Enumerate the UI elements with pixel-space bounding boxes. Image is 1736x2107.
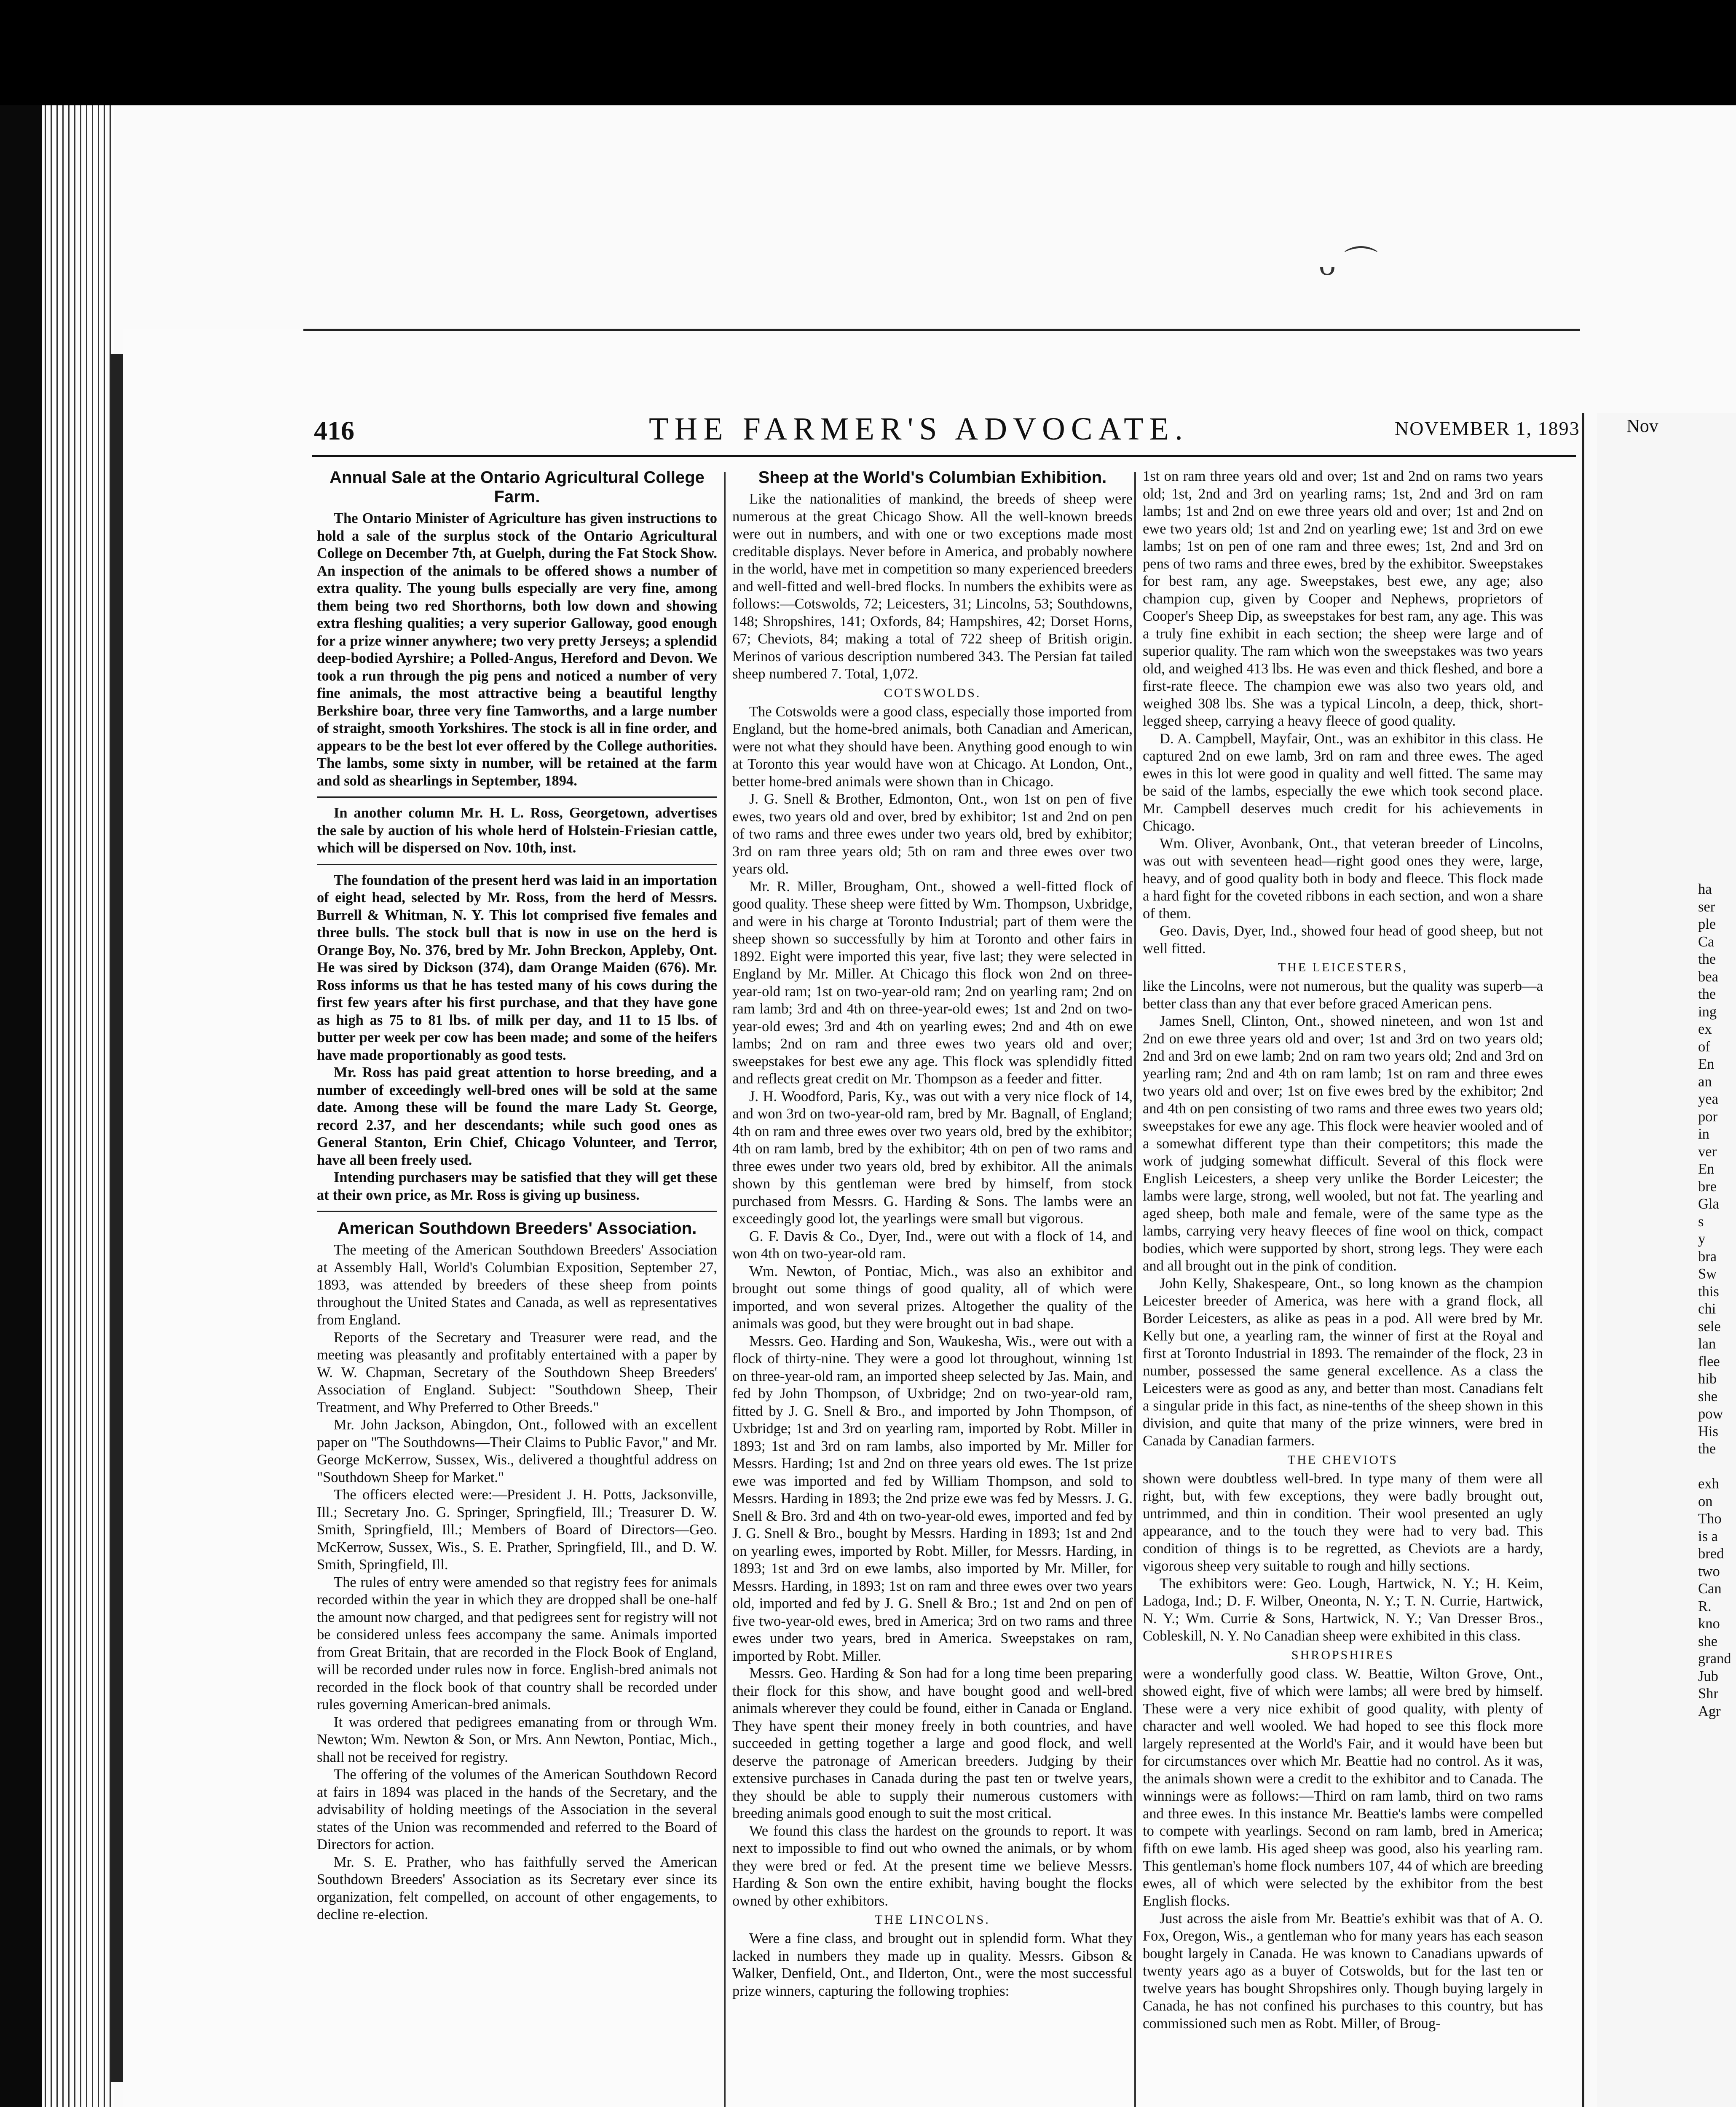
separator <box>317 864 717 865</box>
paragraph: It was ordered that pedigrees emanating from or through Wm. Newton; Wm. Newton & Son, or Mrs. Ann Newton, Pontiac, Mich., shall not be received for registry. <box>317 1714 717 1765</box>
fragment-line: Jub <box>1698 1668 1718 1684</box>
fragment-line: bra <box>1698 1248 1717 1265</box>
paragraph: Mr. John Jackson, Abingdon, Ont., followed with an excellent paper on "The Southdowns—Their Claims to Public Favor," and Mr. George McKerrow, Sussex, Wis., delivered a thoughtful address on "Southdown Sheep for Market." <box>317 1417 717 1485</box>
fragment-line: Shr <box>1698 1686 1718 1702</box>
paragraph: The meeting of the American Southdown Breeders' Association at Assembly Hall, World's Columbian Exposition, September 27, 1893, was attended by breeders of these sheep from points throughout the United States and Canada, as well as representatives from England. <box>317 1242 717 1328</box>
fragment-line: kno <box>1698 1616 1720 1632</box>
fragment-line: Tho <box>1698 1511 1722 1527</box>
paragraph: The offering of the volumes of the American Southdown Record at fairs in 1894 was placed in the hands of the Secretary, and the advisability of holding meetings of the Association in the several states of the Union was recommended and referred to the Board of Directors for action. <box>317 1767 717 1852</box>
fragment-line: yea <box>1698 1091 1718 1107</box>
paragraph: like the Lincolns, were not numerous, but the quality was superb—a better class than any that ever before graced American pens. <box>1143 978 1543 1012</box>
fragment-line: ver <box>1698 1143 1717 1160</box>
next-page-fragment <box>1597 413 1736 2107</box>
subheading-shropshires: SHROPSHIRES <box>1291 1648 1395 1662</box>
fragment-line: R. <box>1698 1598 1712 1614</box>
fragment-line: sele <box>1698 1318 1721 1335</box>
column-2 <box>732 468 1133 2000</box>
separator <box>317 796 717 798</box>
paragraph: The officers elected were:—President J. H. Potts, Jacksonville, Ill.; Secretary Jno. G. Springer, Springfield, Ill.; Treasurer D. W. Smith, Springfield, Ill.; Members of Board of Directors—Geo. McKerrow, Sussex, Wis., S. E. Prather, Springfield, Ill., and D. W. Smith, Springfield, Ill. <box>317 1487 717 1573</box>
page-number: 416 <box>314 416 354 445</box>
paragraph: In another column Mr. H. L. Ross, Georgetown, advertises the sale by auction of his whole herd of Holstein-Friesian cattle, which will be dispersed on Nov. 10th, inst. <box>317 805 717 856</box>
paragraph: John Kelly, Shakespeare, Ont., so long known as the champion Leicester breeder of America, was here with a grand flock, all Border Leicesters, as alike as peas in a pod. All were bred by Mr. Kelly but one, a yearling ram, the winner of first at the Royal and first at Toronto Industrial in 1893. The remainder of the flock, 23 in number, possessed the same general excellence. As a class the Leicesters were as good as any, and better than most. Canadians felt a singular pride in this fact, as nine-tenths of the sheep shown in this division, and quite that many of the prize winners, were bred in Canada by Canadian farmers. <box>1143 1275 1543 1449</box>
fragment-line: grand <box>1698 1651 1731 1667</box>
subheading-cheviots: THE CHEVIOTS <box>1287 1453 1398 1467</box>
fragment-line: the <box>1698 1441 1716 1457</box>
fragment-line: s <box>1698 1213 1704 1230</box>
paragraph: D. A. Campbell, Mayfair, Ont., was an exhibitor in this class. He captured 2nd on ewe lamb, 3rd on ram and three ewes. The aged ewes in this lot were good in quality and well fitted. The same may be said of the lambs, especially the ewe which took second place. Mr. Campbell deserves much credit for his achievements in Chicago. <box>1143 730 1543 834</box>
paragraph: The Cotswolds were a good class, especially those imported from England, but the home-bred animals, both Canadian and American, were not what they should have been. Anything good enough to win at Toronto this year would have won at Chicago. At London, Ont., better home-bred animals were shown than in Chicago. <box>732 703 1133 790</box>
fragment-line: the <box>1698 986 1716 1002</box>
fragment-line: she <box>1698 1388 1717 1405</box>
paragraph: Like the nationalities of mankind, the breeds of sheep were numerous at the great Chicago Show. All the well-known breeds were out in numbers, and with one or two exceptions made most creditable displays. Never before in America, and probably nowhere in the world, have met in competition so many experienced breeders and well-fitted and well-bred flocks. In numbers the exhibits were as follows:—Cotswolds, 72; Leicesters, 31; Lincolns, 53; Southdowns, 148; Shropshires, 141; Oxfords, 84; Hampshires, 42; Dorset Horns, 67; Cheviots, 84; making a total of 722 sheep of British origin. Merinos of various description numbered 343. The Persian fat tailed sheep numbered 7. Total, 1,072. <box>732 491 1133 682</box>
fragment-line: ple <box>1698 916 1716 932</box>
fragment-line: y <box>1698 1231 1706 1247</box>
fragment-line: por <box>1698 1108 1717 1125</box>
subheading-leicesters: THE LEICESTERS, <box>1278 960 1408 974</box>
masthead-title: THE FARMER'S ADVOCATE. <box>649 411 1189 447</box>
paragraph: Messrs. Geo. Harding and Son, Waukesha, Wis., were out with a flock of thirty-nine. They were a good lot throughout, winning 1st on three-year-old ram, an imported sheep selected by Jas. Main, and fed by John Thompson, of Uxbridge; 2nd on two-year-old ram, fitted by J. G. Snell & Bro., and imported by John Thompson, of Uxbridge; 1st and 3rd on yearling ram, imported by Robt. Miller in 1893; 1st and 3rd on ram lambs, also imported by Mr. Miller for Messrs. Harding; 1st and 2nd on three years old ewes. The 1st prize ewe was imported and fed by William Thompson, and sold to Messrs. Harding in 1893; the 2nd prize ewe was fed by Messrs. J. G. Snell & Bro. 3rd and 4th on two-year-old ewes, imported and fed by J. G. Snell & Bro., bought by Messrs. Harding in 1893; 1st and 2nd on yearling ewes, imported by Robt. Miller, for Messrs. Harding, in 1893; 1st and 3rd on ewe lambs, also imported by Mr. Miller, for Messrs. Harding, in 1893; 1st on ram and three ewes over two years old, imported and fed by J. G. Snell & Bro.; 1st and 2nd on pen of five two-year-old ewes, bred in America; 3rd on two rams and three ewes under two years, bred in America. Sweepstakes on ram, imported by Robt. Miller. <box>732 1333 1133 1664</box>
paragraph: Intending purchasers may be satisfied that they will get these at their own price, as Mr. Ross is giving up business. <box>317 1169 717 1203</box>
fragment-line: the <box>1698 951 1716 967</box>
fragment-line: ing <box>1698 1003 1717 1020</box>
subheading-lincolns: THE LINCOLNS. <box>875 1913 990 1927</box>
fragment-line: bre <box>1698 1178 1717 1195</box>
paragraph: Geo. Davis, Dyer, Ind., showed four head of good sheep, but not well fitted. <box>1143 923 1543 957</box>
paragraph: Reports of the Secretary and Treasurer were read, and the meeting was pleasantly and profitably entertained with a paper by W. W. Chapman, Secretary of the Southdown Sheep Breeders' Association of England. Subject: "Southdown Sheep, Their Treatment, and Why Preferred to Other Breeds." <box>317 1329 717 1415</box>
paragraph: The exhibitors were: Geo. Lough, Hartwick, N. Y.; H. Keim, Ladoga, Ind.; D. F. Wilber, Oneonta, N. Y.; T. N. Currie, Hartwick, N. Y.; Wm. Currie & Sons, Hartwick, N. Y.; Van Dresser Bros., Cobleskill, N. Y. No Canadian sheep were exhibited in this class. <box>1143 1575 1543 1644</box>
top-black-border <box>0 0 1736 105</box>
subheading-cotswolds: COTSWOLDS. <box>884 686 981 700</box>
fragment-line: Gla <box>1698 1196 1719 1212</box>
header-rule <box>312 455 1576 457</box>
paragraph: J. H. Woodford, Paris, Ky., was out with a very nice flock of 14, and won 3rd on two-year-old ram, bred by Mr. Bagnall, of England; 4th on ram and three ewes over two years old, bred by the exhibitor; 4th on ram lamb, bred by the exhibitor; 4th on pen of two rams and three ewes under two years old, bred by exhibitor. All the animals shown by this gentleman were bred by himself, from stock purchased from Messrs. G. Harding & Sons. The lambs were an exceedingly good lot, the yearlings were small but vigorous. <box>732 1088 1133 1227</box>
fragment-line: Sw <box>1698 1266 1717 1282</box>
fragment-line: ser <box>1698 898 1715 915</box>
paragraph: Were a fine class, and brought out in splendid form. What they lacked in numbers they made up in quality. Messrs. Gibson & Walker, Denfield, Ont., and Ilderton, Ont., were the most successful prize winners, capturing the following trophies: <box>732 1930 1133 1999</box>
next-page-text-fragments <box>1698 881 1736 1720</box>
paragraph: Wm. Newton, of Pontiac, Mich., was also an exhibitor and brought out some things of good quality, all of which were imported, and won several prizes. Altogether the quality of the animals was good, but they were brought out in bad shape. <box>732 1263 1133 1332</box>
paragraph: Mr. Ross has paid great attention to horse breeding, and a number of exceedingly well-bred ones will be sold at the same date. Among these will be found the mare Lady St. George, record 2.37, and her descendants; while such good ones as General Stanton, Erin Chief, Chicago Volunteer, and Terror, have all been freely used. <box>317 1064 717 1168</box>
paragraph: The foundation of the present herd was laid in an importation of eight head, selected by Mr. Ross, from the herd of Messrs. Burrell & Whitman, N. Y. This lot comprised five females and three bulls. The stock bull that is now in use on the herd is Orange Boy, No. 376, bred by Mr. John Breckon, Appleby, Ont. He was sired by Dickson (374), dam Orange Maiden (676). Mr. Ross informs us that he has tested many of his cows during the first few years after his first purchase, and that they have gone as high as 75 to 81 lbs. of milk per day, and 11 to 15 lbs. of butter per week per cow has been made; and some of the heifers have made proportionably as good tests. <box>317 872 717 1063</box>
fragment-line: His <box>1698 1423 1718 1440</box>
separator <box>317 1211 717 1212</box>
right-page-edge <box>1582 413 1584 2107</box>
fragment-line: ex <box>1698 1021 1712 1037</box>
paragraph: 1st on ram three years old and over; 1st and 2nd on rams two years old; 1st, 2nd and 3rd on yearling rams; 1st, 2nd and 3rd on ram lambs; 1st and 2nd on ewe three years old and over; 1st and 2nd on ewe two years old; 1st and 2nd on yearling ewe; 1st and 3rd on ewe lambs; 1st on pen of one ram and three ewes; 1st, 2nd and 3rd on pens of two rams and three ewes, bred by the exhibitor. Sweepstakes for best ram, any age. Sweepstakes, best ewe, any age; also champion cup, given by Cooper and Nephews, proprietors of Cooper's Sheep Dip, as sweepstakes for best ram, any age. This was a truly fine exhibit in each section; the sheep were large and of superior quality. The ram which won the sweepstakes was two years old, and weighed 413 lbs. He was even and thick fleshed, and bore a first-rate fleece. The champion ewe was also two years old, and weighed 308 lbs. She was a typical Lincoln, a deep, thick, short-legged sheep, carrying a heavy fleece of good quality. <box>1143 468 1543 729</box>
fragment-line: flee <box>1698 1353 1720 1370</box>
fragment-line: an <box>1698 1073 1712 1090</box>
paragraph: Mr. S. E. Prather, who has faithfully served the American Southdown Breeders' Association as its Secretary ever since its organization, felt compelled, on account of other engagements, to decline re-election. <box>317 1854 717 1922</box>
column-3 <box>1143 468 1543 2032</box>
paragraph: J. G. Snell & Brother, Edmonton, Ont., won 1st on pen of five ewes, two years old and over, bred by exhibitor; 1st and 2nd on pen of two rams and three ewes under two years old, bred by exhibitor; 3rd on ram three years old; 5th on ram and three ewes over two years old. <box>732 791 1133 877</box>
paragraph: Wm. Oliver, Avonbank, Ont., that veteran breeder of Lincolns, was out with seventeen head—right good ones they were, large, heavy, and of good quality both in body and fleece. This flock made a hard fight for the coveted ribbons in each section, and won a share of them. <box>1143 835 1543 922</box>
paragraph: shown were doubtless well-bred. In type many of them were all right, but, with few exceptions, they were badly brought out, untrimmed, and thin in condition. Their wool presented an ugly appearance, and to the touch they were had to very bad. This condition of things is to be regretted, as Cheviots are a hardy, vigorous sheep very suitable to rough and hilly sections. <box>1143 1470 1543 1574</box>
fragment-line: bred <box>1698 1546 1724 1562</box>
fragment-line: En <box>1698 1056 1715 1072</box>
paragraph: James Snell, Clinton, Ont., showed nineteen, and won 1st and 2nd on ewe three years old and over; 1st and 3rd on two years old; 2nd and 3rd on ewe lamb; 2nd on ram two years old; 2nd and 3rd on yearling ram; 2nd and 4th on ram lamb; 1st on ram and three ewes two years old and over; 1st on five ewes bred by the exhibitor; 2nd and 4th on pen consisting of two rams and three ewes two years old; sweepstakes for ewe any age. This flock were heavier wooled and of a somewhat different type than their competitors; this made the work of judging somewhat difficult. Several of this flock were English Leicesters, a sheep very unlike the Border Leicester; the lambs were large, strong, well wooled, but not fat. The yearling and aged sheep, both male and female, were of the same type as the lambs, carrying very heavy fleeces of fine wool on thick, compact bodies, which were supported by short, strong legs. They were each and all brought out in the pink of condition. <box>1143 1013 1543 1274</box>
fragment-line: lan <box>1698 1336 1716 1352</box>
paragraph: Mr. R. Miller, Brougham, Ont., showed a well-fitted flock of good quality. These sheep were fitted by Wm. Thompson, Uxbridge, and were in his charge at Toronto Industrial; part of them were the sheep shown so successfully by him at Toronto and other fairs in 1892. Eight were imported this year, five last; they were selected in England by Mr. Miller. At Chicago this flock won 2nd on three-year-old ram; 1st on two-year-old ram; 2nd on yearling ram; 2nd on ram lamb; 3rd and 4th on three-year-old ewes; 1st and 2nd on two-year-old ewes; 3rd and 4th on yearling ewes; 2nd and 4th on ewe lambs; 2nd on ram and three ewes two years old and over; sweepstakes for best ewe any age. This flock was splendidly fitted and reflects great credit on Mr. Thompson as a feeder and fitter. <box>732 878 1133 1087</box>
fragment-line: En <box>1698 1161 1715 1177</box>
article-heading-ontario-sale: Annual Sale at the Ontario Agricultural College Farm. <box>330 468 705 506</box>
paragraph: We found this class the hardest on the grounds to report. It was next to impossible to find out who owned the animals, or by whom they were bred or fed. At the present time we believe Messrs. Harding & Son own the entire exhibit, having bought the flocks owned by other exhibitors. <box>732 1823 1133 1909</box>
fragment-line: ha <box>1698 881 1712 897</box>
fragment-line: hib <box>1698 1371 1717 1387</box>
book-edge <box>0 105 42 2107</box>
fragment-line: exh <box>1698 1476 1719 1492</box>
fragment-line: two <box>1698 1563 1720 1579</box>
fragment-line: of <box>1698 1038 1710 1055</box>
paragraph: were a wonderfully good class. W. Beattie, Wilton Grove, Ont., showed eight, five of which were lambs; all were bred by himself. These were a very nice exhibit of good quality, with plenty of character and well wooled. We had hoped to see this flock more largely represented at the World's Fair, and it would have been but for circumstances over which Mr. Beattie had no control. As it was, the animals shown were a credit to the exhibitor and to Canada. The winnings were as follows:—Third on ram lamb, third on two rams and three ewes. In this instance Mr. Beattie's lambs were compelled to compete with yearlings. Second on ram lamb, bred in America; fifth on ewe lamb. His aged sheep was good, also his yearling ram. This gentleman's home flock numbers 107, 44 of which are breeding ewes, all of which were selected by the exhibitor from the best English flocks. <box>1143 1665 1543 1909</box>
fragment-line: pow <box>1698 1406 1723 1422</box>
fragment-line: this <box>1698 1283 1719 1300</box>
fragment-line: chi <box>1698 1301 1716 1317</box>
article-heading-sheep-exhibition: Sheep at the World's Columbian Exhibition. <box>758 468 1107 487</box>
article-heading-southdown: American Southdown Breeders' Association. <box>337 1219 697 1238</box>
page-top-edge <box>303 329 1580 331</box>
fragment-line: is a <box>1698 1528 1718 1544</box>
paragraph: Messrs. Geo. Harding & Son had for a long time been preparing their flock for this show, and have bought good and well-bred animals wherever they could be found, either in Canada or England. They have spent their money freely in both countries, and have succeeded in getting together a large and good flock, and well deserve the patronage of American breeders. Judging by their extensive purchases in Canada during the past ten or twelve years, they should be able to supply their numerous customers with breeding animals good enough to suit the most critical. <box>732 1665 1133 1821</box>
column-divider-1 <box>724 472 726 2107</box>
paragraph: The Ontario Minister of Agriculture has given instructions to hold a sale of the surplus stock of the Ontario Agricultural College on December 7th, at Guelph, during the Fat Stock Show. An inspection of the animals to be offered shows a number of extra quality. The young bulls especially are very fine, among them being two red Shorthorns, both low down and showing extra fleshing qualities; a very superior Galloway, good enough for a prize winner anywhere; two very pretty Jerseys; a splendid deep-bodied Ayrshire; a Polled-Angus, Hereford and Devon. We took a run through the pig pens and noticed a number of very fine animals, the most attractive being a beautiful lengthy Berkshire boar, three very fine Tamworths, and a large number of straight, smooth Yorkshires. The stock is all in fine order, and appears to be the best lot ever offered by the College authorities. The lambs, some sixty in number, will be retained at the farm and sold as shearlings in September, 1894. <box>317 510 717 789</box>
column-divider-2 <box>1134 472 1136 2107</box>
book-gutter <box>110 354 123 2082</box>
fragment-line: in <box>1698 1126 1709 1142</box>
fragment-line <box>1698 1458 1736 1476</box>
pencil-mark: ᴗ ⌒ <box>1319 245 1378 282</box>
fragment-line: Ca <box>1698 933 1715 950</box>
page-stack-edge <box>42 105 114 2107</box>
issue-date: NOVEMBER 1, 1893 <box>1395 418 1580 439</box>
fragment-line: she <box>1698 1633 1717 1649</box>
fragment-line: Can <box>1698 1581 1722 1597</box>
fragment-line: Agr <box>1698 1703 1721 1719</box>
fragment-line: on <box>1698 1493 1713 1509</box>
paragraph: G. F. Davis & Co., Dyer, Ind., were out with a flock of 14, and won 4th on two-year-old ram. <box>732 1228 1133 1262</box>
paragraph: The rules of entry were amended so that registry fees for animals recorded within the year in which they are dropped shall be one-half the amount now charged, and that pedigrees sent for registry will not be considered unless fees accompany the same. Animals imported from Great Britain, that are recorded in the Flock Book of England, will be recorded under rules now in force. English-bred animals not recorded in the flock book of that country shall be recorded under rules governing American-bred animals. <box>317 1574 717 1713</box>
paragraph: Just across the aisle from Mr. Beattie's exhibit was that of A. O. Fox, Oregon, Wis., a gentleman who for many years has each season bought largely in Canada. He was known to Canadians upwards of twenty years ago as a buyer of Cotswolds, but for the last ten or twelve years has bought Shropshires only. Though buying largely in Canada, he has not confined his purchases to this country, but has commissioned such men as Robt. Miller, of Broug- <box>1143 1910 1543 2032</box>
fragment-line: bea <box>1698 968 1718 985</box>
next-page-header: Nov <box>1626 416 1658 436</box>
column-1 <box>317 468 717 1924</box>
